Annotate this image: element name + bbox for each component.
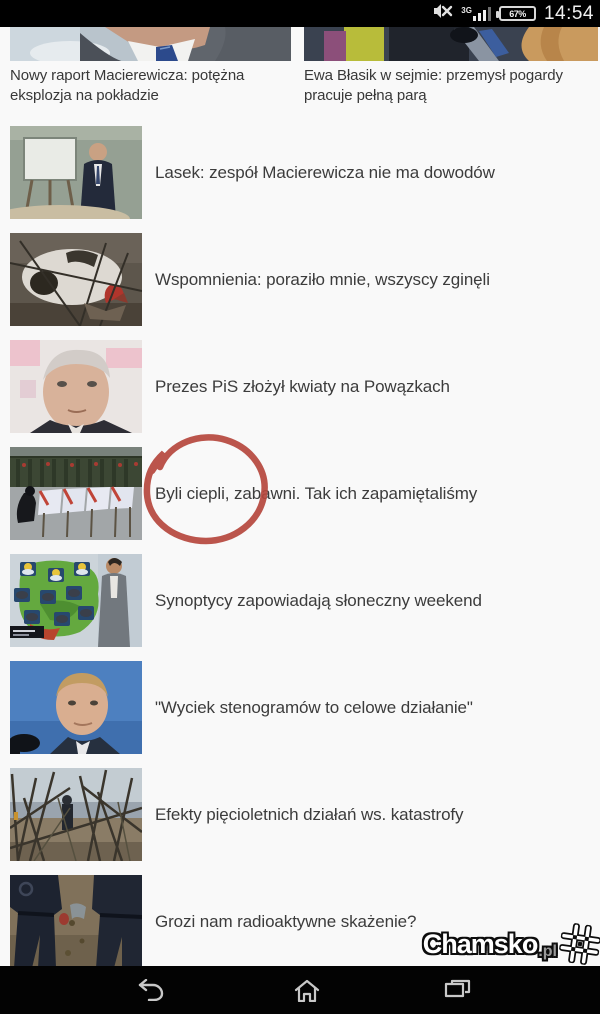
article-row[interactable]	[10, 661, 600, 754]
battery-percent: 67%	[509, 8, 526, 19]
featured-section	[0, 27, 600, 106]
featured-image-microphones[interactable]	[304, 27, 598, 61]
chamsko-watermark	[423, 924, 600, 964]
article-row[interactable]	[10, 126, 600, 219]
article-thumbnail-plane-wreckage[interactable]	[10, 233, 142, 326]
article-thumbnail-police-officers[interactable]	[10, 875, 142, 968]
battery-icon	[499, 6, 536, 21]
signal-bars-icon	[461, 6, 491, 21]
hash-icon	[557, 921, 600, 966]
clock: 14:54	[543, 2, 594, 24]
article-thumbnail-kaczynski-portrait[interactable]	[10, 340, 142, 433]
article-headline: "Wyciek stenogramów to celowe działanie"	[155, 697, 473, 717]
article-thumbnail-man-at-whiteboard[interactable]	[10, 126, 142, 219]
article-thumbnail-man-blue-background[interactable]	[10, 661, 142, 754]
article-row[interactable]	[10, 768, 600, 861]
article-headline: Byli ciepli, zabawni. Tak ich zapamiętaliśmy	[155, 483, 478, 503]
article-thumbnail-weather-map[interactable]	[10, 554, 142, 647]
article-thumbnail-military-funeral[interactable]	[10, 447, 142, 540]
network-type-label: 3G	[461, 6, 472, 15]
mute-icon	[433, 3, 453, 24]
status-bar	[0, 0, 600, 27]
watermark-text: Chamsko	[422, 928, 538, 959]
back-icon	[137, 979, 164, 1001]
featured-caption[interactable]: Ewa Błasik w sejmie: przemysł pogardy pracuje pełną parą	[304, 67, 563, 104]
article-headline: Lasek: zespół Macierewicza nie ma dowodów	[155, 162, 495, 182]
article-row[interactable]	[10, 233, 600, 326]
back-button[interactable]	[105, 966, 195, 1014]
featured-image-suit-tie[interactable]	[10, 27, 291, 61]
recents-icon	[444, 979, 471, 1001]
article-row[interactable]	[10, 554, 600, 647]
home-button[interactable]	[262, 966, 352, 1014]
watermark-suffix: .pl	[538, 943, 557, 960]
article-headline: Wspomnienia: poraziło mnie, wszyscy zginęli	[155, 269, 490, 289]
article-headline: Grozi nam radioaktywne skażenie?	[155, 911, 417, 931]
featured-caption[interactable]: Nowy raport Macierewicza: potężna eksplozja na pokładzie	[10, 67, 245, 104]
android-nav-bar	[0, 966, 600, 1014]
home-icon	[294, 979, 320, 1002]
article-row[interactable]	[10, 447, 600, 540]
article-row[interactable]	[10, 340, 600, 433]
article-headline: Prezes PiS złożył kwiaty na Powązkach	[155, 376, 450, 396]
article-thumbnail-bare-trees[interactable]	[10, 768, 142, 861]
article-headline: Synoptycy zapowiadają słoneczny weekend	[155, 590, 482, 610]
article-headline: Efekty pięcioletnich działań ws. katastrofy	[155, 804, 464, 824]
recents-button[interactable]	[412, 966, 502, 1014]
article-list	[0, 126, 600, 968]
